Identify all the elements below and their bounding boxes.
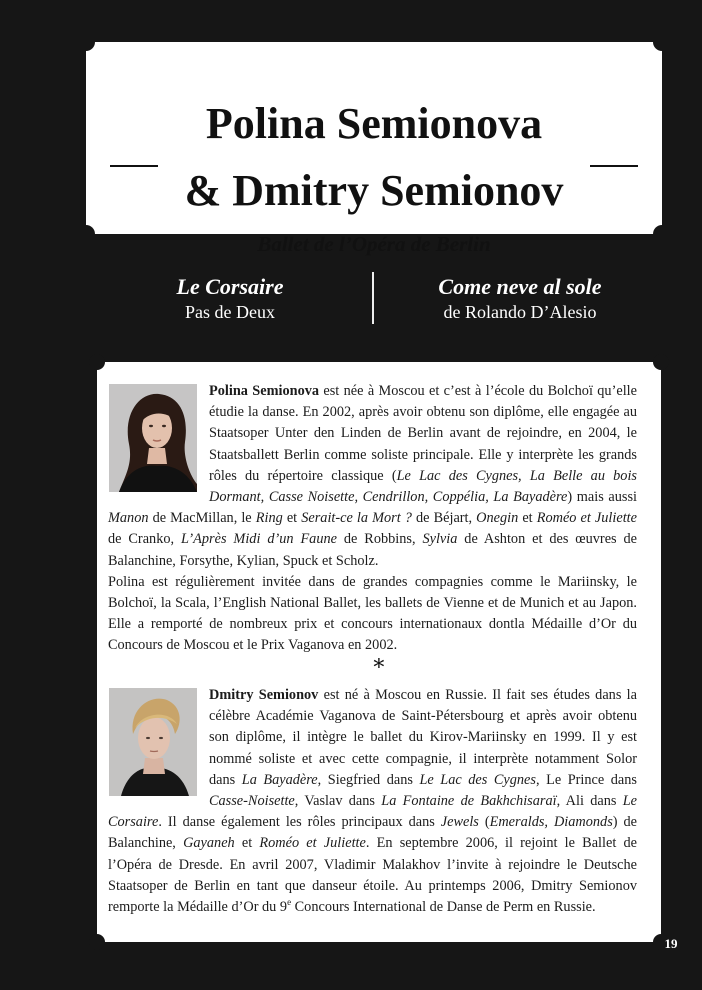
title-rule-left <box>110 165 158 167</box>
corner-notch <box>89 934 105 950</box>
corner-notch <box>653 354 669 370</box>
program-subtitle: Pas de Deux <box>185 302 275 322</box>
program-item-come-neve-al-sole <box>370 274 670 324</box>
bio-card <box>97 362 661 942</box>
program-subtitle: de Rolando D’Alesio <box>443 302 597 322</box>
corner-notch <box>77 33 95 51</box>
program-title: Le Corsaire <box>176 274 284 299</box>
page-title-line2: & Dmitry Semionov <box>184 166 564 215</box>
title-rule-right <box>590 165 638 167</box>
company-subtitle: Ballet de l’Opéra de Berlin <box>257 232 491 256</box>
bio-name-dmitry: Dmitry Semionov <box>209 687 319 703</box>
bio-dmitry: Dmitry Semionov est né à Moscou en Russie. Il fait ses études dans la célèbre Académie Vaganova de Saint-Pétersbourg et après avoir obtenu son diplôme, il intègre le ballet du Kirov-Mariinsky en 1999. Il y est nommé soliste et avec cette compagnie, il interprète notamment Solor dans La Bayadère, Siegfried dans Le Lac des Cygnes, Le Prince dans Casse-Noisette, Vaslav dans La Fontaine de Bakhchisaraï, Ali dans Le Corsaire. Il danse également les rôles principaux dans Jewels (Emeralds, Diamonds) de Balanchine, Gayaneh et Roméo et Juliette. En septembre 2006, il rejoint le Ballet de l’Opéra de Dresde. En avril 2007, Vladimir Malakhov l’invite à rejoindre le Deutsche Staatsoper de Berlin en tant que danseur étoile. Au printemps 2006, Dmitry Semionov remporte la Médaille d’Or du 9e Concours International de Danse de Perm en Russie. <box>108 687 637 916</box>
title-card <box>86 42 662 256</box>
corner-notch <box>653 33 671 51</box>
program-item-le-corsaire <box>80 274 380 324</box>
bio-polina: Polina Semionova est née à Moscou et c’est à l’école du Bolchoï qu’elle étudie la danse. En 2002, après avoir obtenu son diplôme, elle engagée au Staatsoper Unter den Linden de Berlin avant de rejoindre, en 2004, le Staatsballett Berlin comme soliste principale. Elle y interprète les grands rôles du répertoire classique (Le Lac des Cygnes, La Belle au bois Dormant, Casse Noisette, Cendrillon, Coppélia, La Bayadère) mais aussi Manon de MacMillan, le Ring et Serait-ce la Mort ? de Béjart, Onegin et Roméo et Juliette de Cranko, L’Après Midi d’un Faune de Robbins, Sylvia de Ashton et des œuvres de Balanchine, Forsythe, Kylian, Spuck et Scholz. Polina est régulièrement invitée dans de grandes compagnies comme le Mariinsky, le Bolchoï, la Scala, l’English National Ballet, les ballets de Vienne et de Munich et au Japon. Elle a remporté de nombreux prix et concours internationaux dontla Médaille d’Or du Concours de Moscou et le Prix Vaganova en 2002. <box>108 381 637 657</box>
separator-asterisk: ∗ <box>371 650 387 675</box>
portrait-photo-polina <box>109 384 197 492</box>
page-title-line1: Polina Semionova <box>205 99 543 148</box>
page-number: 19 <box>664 936 678 951</box>
bio-polina-para2: Polina est régulièrement invitée dans de grandes compagnies comme le Mariinsky, le Bolchoï, la Scala, l’English National Ballet, les ballets de Vienne et de Munich et au Japon. Elle a remporté de nombreux prix et concours internationaux dontla Médaille d’Or du Concours de Moscou et le Prix Vaganova en 2002. <box>108 573 637 654</box>
portrait-photo-dmitry <box>109 688 197 796</box>
corner-notch <box>89 354 105 370</box>
program-title: Come neve al sole <box>438 274 602 299</box>
bio-name-polina: Polina Semionova <box>209 383 320 399</box>
